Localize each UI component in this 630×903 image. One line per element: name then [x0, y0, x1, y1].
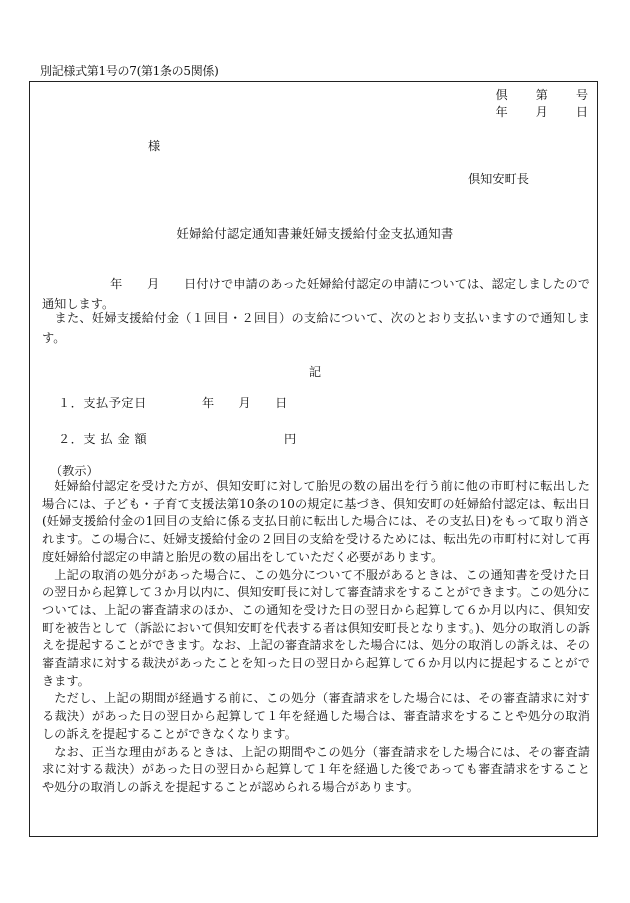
issue-date — [495, 103, 588, 120]
payment-date-value: 年 月 日 — [202, 396, 288, 410]
addressee: 様 — [148, 139, 161, 153]
notice-paragraph-3: ただし、上記の期間が経過する前に、この処分（審査請求をした場合には、その審査請求に対する裁決）があった日の翌日から起算して１年を経過した場合は、審査請求をすることや処分の取消しの訴えを提起することができなくなります。 — [42, 691, 590, 741]
ki-heading: 記 — [308, 365, 322, 379]
issue-date-day: 日 — [575, 105, 588, 119]
payment-date-item — [58, 394, 287, 411]
payment-amount-value: 円 — [284, 432, 297, 446]
payment-amount-label: ２．支 払 金 額 — [58, 432, 148, 446]
reference-number — [495, 86, 588, 103]
paragraph-1-text: 年 月 日付けで申請のあった妊婦給付認定の申請については、認定しましたので通知します。 — [42, 277, 590, 311]
document-title: 妊婦給付認定通知書兼妊婦支援給付金支払通知書 — [176, 226, 454, 241]
notice-section — [42, 478, 590, 797]
reference-dai: 第 — [535, 88, 548, 102]
notice-paragraph-1: 妊婦給付認定を受けた方が、倶知安町に対して胎児の数の届出を行う前に他の市町村に転出した場合には、子ども・子育て支援法第10条の10の規定に基づき、倶知安町の妊婦給付認定は、転出日(妊婦支援給付金の1回目の支給に係る支払日前に転出した場合には、その支払日)をもって取り消されます。この場合に、妊婦支援給付金の２回目の支給を受けるためには、転出先の市町村に対して再度妊婦給付認定の申請と胎児の数の届出をしていただく必要があります。 — [42, 479, 590, 564]
notification-paragraph-2 — [42, 309, 590, 348]
paragraph-2-text: また、妊婦支援給付金（１回目・２回目）の支給について、次のとおり支払いますので通知します。 — [42, 311, 590, 345]
notice-paragraph-4: なお、正当な理由があるときは、上記の期間やこの処分（審査請求をした場合には、その審査請求に対する裁決）があった日の翌日から起算して１年を経過した後であっても審査請求をすることや処分の取消しの訴えを提起することが認められる場合があります。 — [42, 744, 590, 794]
issue-date-month: 月 — [535, 105, 548, 119]
notice-heading: （教示） — [50, 464, 99, 478]
payment-amount-item — [58, 430, 296, 447]
reference-prefix: 倶 — [495, 88, 508, 102]
notice-paragraph-2: 上記の取消の処分があった場合に、この処分について不服があるときは、この通知書を受けた日の翌日から起算して３か月以内に、倶知安町長に対して審査請求をすることができます。この処分については、上記の審査請求のほか、この通知を受けた日の翌日から起算して６か月以内に、倶知安町を被告として（訴訟において倶知安町を代表する者は倶知安町長となります。)、処分の取消しの訴えを提起することができます。なお、上記の審査請求をした場合には、処分の取消しの訴えは、その審査請求に対する裁決があったことを知った日の翌日から起算して６か月以内に提起することができます。 — [42, 567, 590, 688]
issue-date-year: 年 — [495, 105, 508, 119]
payment-date-label: １．支払予定日 — [58, 396, 147, 410]
reference-go: 号 — [575, 88, 588, 102]
form-number-label: 別記様式第1号の7(第1条の5関係) — [40, 64, 219, 78]
sender-name: 倶知安町長 — [468, 172, 529, 186]
